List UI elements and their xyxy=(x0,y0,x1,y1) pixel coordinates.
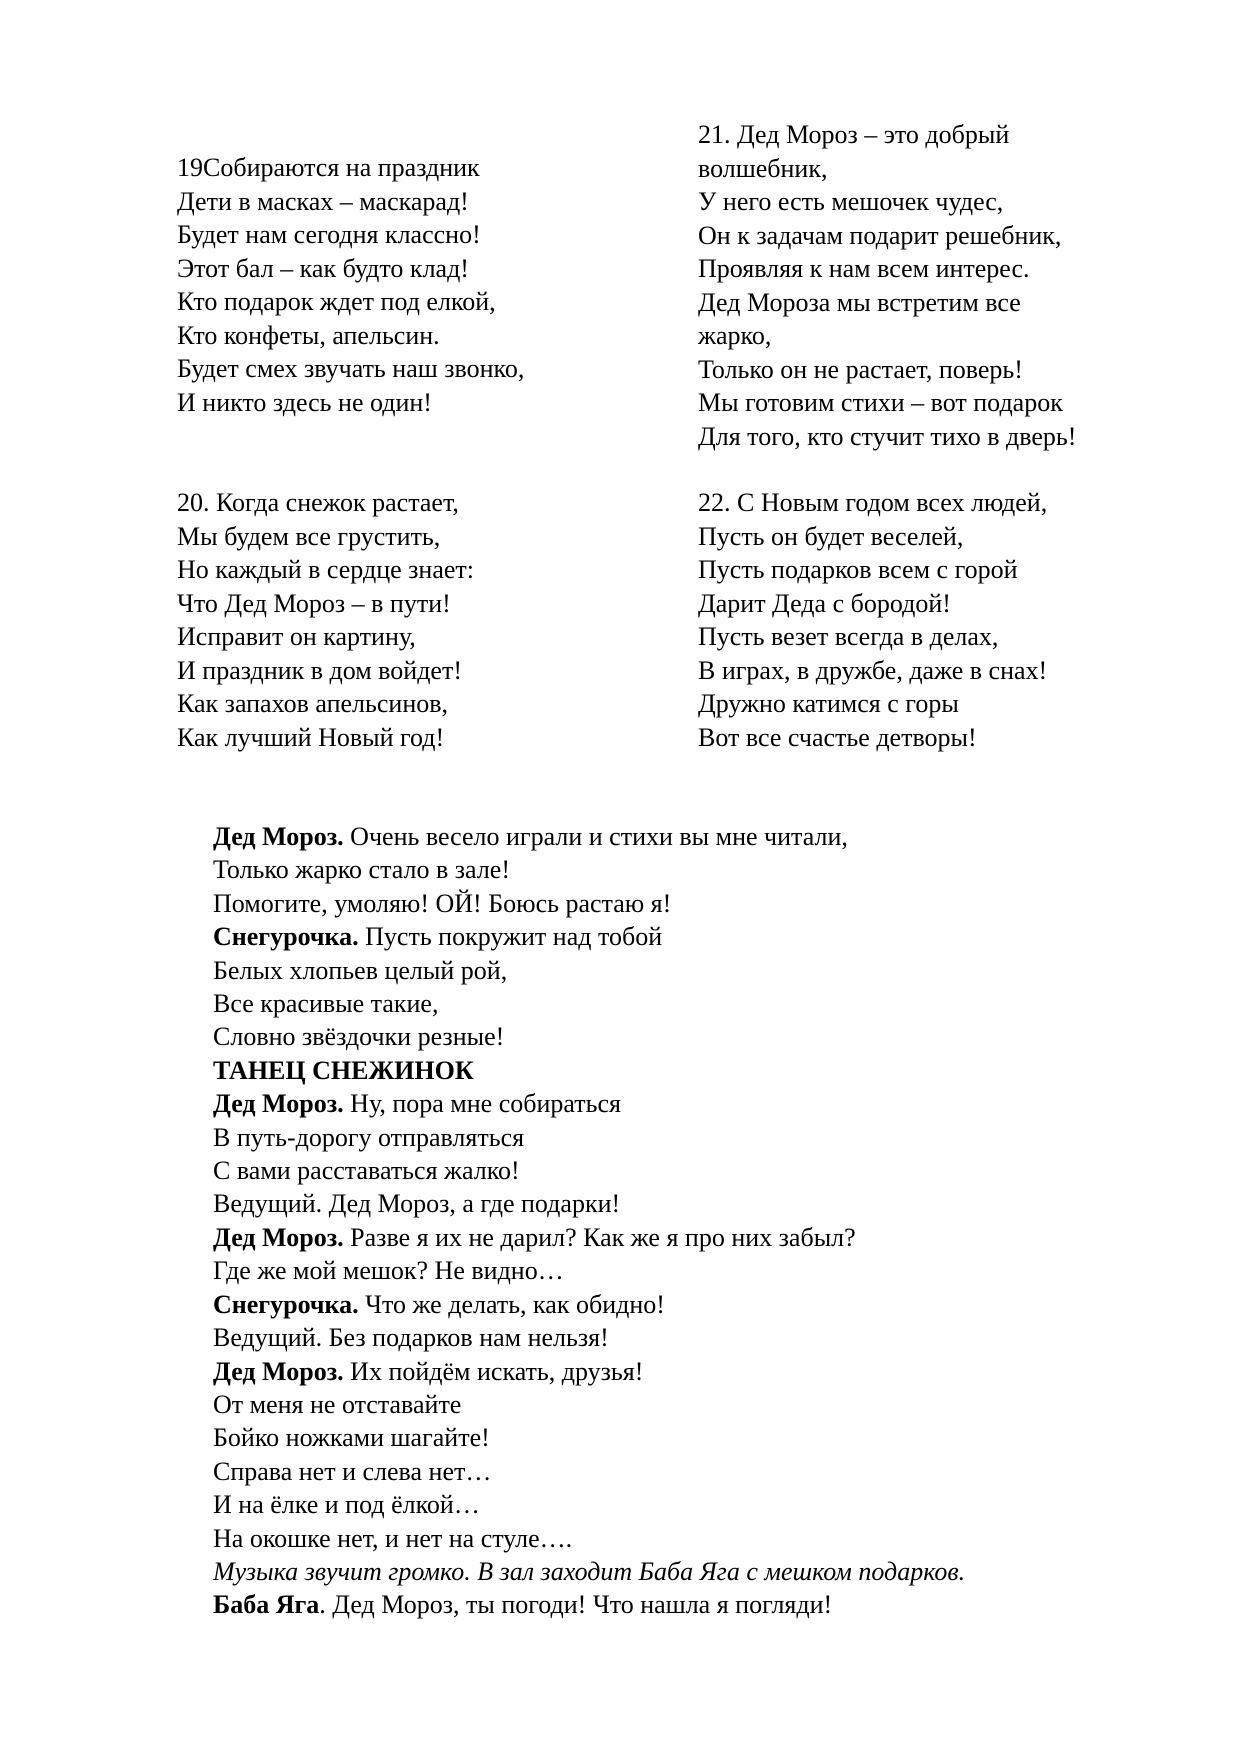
script-line xyxy=(213,820,965,853)
poem-line: 22. С Новым годом всех людей, xyxy=(698,488,1048,517)
speech-text: Только жарко стало в зале! xyxy=(213,855,510,885)
poem-line: волшебник, xyxy=(698,153,828,183)
poem-line: 19Собираются на праздник xyxy=(177,153,480,182)
speech-text: Белых хлопьев целый рой, xyxy=(213,955,508,985)
speech-text: И на ёлке и под ёлкой… xyxy=(213,1490,480,1520)
script-line xyxy=(213,1288,965,1321)
poem-line: В играх, в дружбе, даже в снах! xyxy=(698,655,1048,685)
script-line xyxy=(213,1087,965,1120)
poem-line: Пусть подарков всем с горой xyxy=(698,555,1018,584)
script-line xyxy=(213,1154,965,1187)
poem-line: Для того, кто стучит тихо в дверь! xyxy=(698,421,1077,451)
speech-text: Бойко ножками шагайте! xyxy=(213,1423,490,1453)
poem-line: Вот все счастье детворы! xyxy=(698,722,977,752)
poem-line: Этот бал – как будто клад! xyxy=(177,253,469,283)
script-dialogue xyxy=(213,820,965,1622)
poem-20 xyxy=(177,486,474,754)
speech-text: Очень весело играли и стихи вы мне читали, xyxy=(343,822,848,851)
poem-line: Кто конфеты, апельсин. xyxy=(177,320,440,350)
speech-text: Их пойдём искать, друзья! xyxy=(343,1356,644,1386)
poem-line: Проявляя к нам всем интерес. xyxy=(698,254,1030,283)
script-line xyxy=(213,1421,965,1454)
poem-line: Дед Мороза мы встретим все xyxy=(698,287,1021,317)
poem-line: Пусть везет всегда в делах, xyxy=(698,622,999,651)
poem-line: Дружно катимся с горы xyxy=(698,689,959,718)
script-line xyxy=(213,1221,965,1254)
poem-line: 20. Когда снежок растает, xyxy=(177,488,459,517)
speech-text: Что же делать, как обидно! xyxy=(358,1289,665,1319)
speaker-name: Дед Мороз. xyxy=(213,1222,344,1252)
poem-line: Мы будем все грустить, xyxy=(177,521,441,551)
poem-line: Дарит Деда с бородой! xyxy=(698,588,951,618)
script-line xyxy=(213,920,965,953)
speaker-name: Баба Яга xyxy=(213,1590,320,1620)
script-line xyxy=(213,1187,965,1220)
poem-line: У него есть мешочек чудес, xyxy=(698,187,1004,216)
poem-line: Дети в масках – маскарад! xyxy=(177,186,469,216)
speech-text: Где же мой мешок? Не видно… xyxy=(213,1256,564,1286)
script-line xyxy=(213,1455,965,1488)
poem-line: Будет нам сегодня классно! xyxy=(177,220,481,249)
script-line xyxy=(213,954,965,987)
poem-line: Исправит он картину, xyxy=(177,622,416,651)
speech-text: От меня не отставайте xyxy=(213,1389,462,1419)
speech-text: В путь-дорогу отправляться xyxy=(213,1122,525,1152)
script-line xyxy=(213,1355,965,1388)
poem-line: Как лучший Новый год! xyxy=(177,722,445,752)
poem-line: И никто здесь не один! xyxy=(177,387,432,417)
poem-line: 21. Дед Мороз – это добрый xyxy=(698,120,1010,149)
script-line xyxy=(213,1488,965,1521)
poem-line: Он к задачам подарит решебник, xyxy=(698,220,1062,250)
section-heading: ТАНЕЦ СНЕЖИНОК xyxy=(213,1055,474,1085)
script-line xyxy=(213,1588,965,1621)
speech-text: Ведущий. Без подарков нам нельзя! xyxy=(213,1323,609,1353)
poem-line: Только он не растает, поверь! xyxy=(698,354,1023,384)
script-line xyxy=(213,1020,965,1053)
speaker-name: Дед Мороз. xyxy=(213,822,344,851)
speaker-name: Дед Мороз. xyxy=(213,1089,344,1119)
poem-21 xyxy=(698,118,1076,453)
speech-text: Ведущий. Дед Мороз, а где подарки! xyxy=(213,1189,621,1219)
speech-text: Ну, пора мне собираться xyxy=(343,1089,621,1119)
poem-line: И праздник в дом войдет! xyxy=(177,655,462,685)
poem-line: Кто подарок ждет под елкой, xyxy=(177,287,496,316)
speaker-name: Снегурочка. xyxy=(213,922,359,952)
script-line xyxy=(213,1121,965,1154)
script-line xyxy=(213,1388,965,1421)
speech-text: Все красивые такие, xyxy=(213,989,439,1019)
poem-line: жарко, xyxy=(698,321,772,350)
speech-text: На окошке нет, и нет на стуле…. xyxy=(213,1523,573,1553)
poem-line: Пусть он будет веселей, xyxy=(698,521,964,551)
poem-line: Мы готовим стихи – вот подарок xyxy=(698,388,1063,417)
speech-text: Справа нет и слева нет… xyxy=(213,1456,492,1486)
script-line xyxy=(213,1321,965,1354)
speech-text: Разве я их не дарил? Как же я про них забыл? xyxy=(343,1222,856,1252)
script-line xyxy=(213,887,965,920)
speech-text: Помогите, умоляю! ОЙ! Боюсь растаю я! xyxy=(213,888,672,918)
speaker-name: Снегурочка. xyxy=(213,1289,359,1319)
speech-text: Словно звёздочки резные! xyxy=(213,1022,505,1052)
stage-direction: Музыка звучит громко. В зал заходит Баба Яга с мешком подарков. xyxy=(213,1556,966,1586)
script-line xyxy=(213,987,965,1020)
script-line xyxy=(213,853,965,886)
poem-line: Что Дед Мороз – в пути! xyxy=(177,588,451,618)
poem-line: Как запахов апельсинов, xyxy=(177,689,449,718)
poem-line: Но каждый в сердце знает: xyxy=(177,555,474,584)
poem-line: Будет смех звучать наш звонко, xyxy=(177,354,525,383)
script-line xyxy=(213,1254,965,1287)
poem-22 xyxy=(698,486,1047,754)
speech-text: . Дед Мороз, ты погоди! Что нашла я погляди! xyxy=(319,1590,833,1620)
speech-text: С вами расставаться жалко! xyxy=(213,1156,520,1186)
poem-19 xyxy=(177,151,524,419)
script-line xyxy=(213,1522,965,1555)
speech-text: Пусть покружит над тобой xyxy=(358,922,663,952)
speaker-name: Дед Мороз. xyxy=(213,1356,344,1386)
